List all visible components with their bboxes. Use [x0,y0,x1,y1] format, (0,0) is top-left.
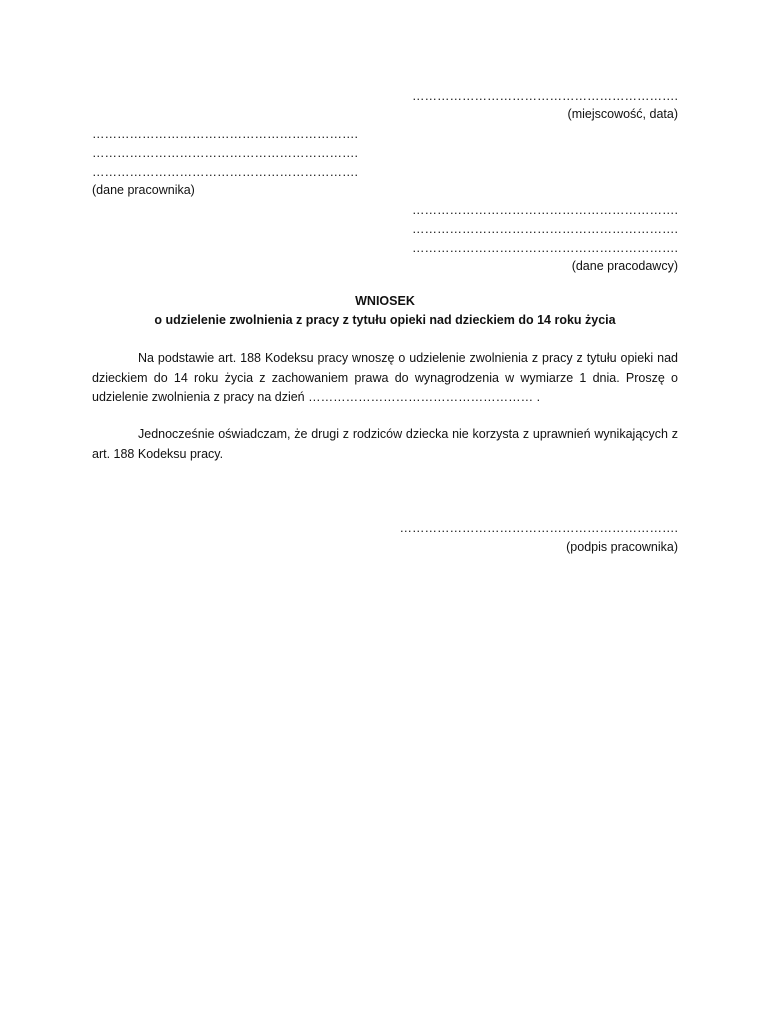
employer-line-3: ………………………………………………………. [412,241,678,255]
place-date-line: ………………………………………………………. [412,89,678,103]
employer-caption: (dane pracodawcy) [571,259,678,273]
declaration-paragraph: Jednocześnie oświadczam, że drugi z rodziców dziecka nie korzysta z uprawnień wynikających z art. 188 Kodeksu pracy. [92,427,678,461]
employee-line-2: ………………………………………………………. [92,146,358,160]
employee-caption: (dane pracownika) [92,183,195,197]
request-paragraph: Na podstawie art. 188 Kodeksu pracy wnoszę o udzielenie zwolnienia z pracy z tytułu opieki nad dzieckiem do 14 roku życia z zachowaniem prawa do wynagrodzenia w wymiarze 1 dnia. Proszę o udzielenie zwolnienia z pracy na dzień ……………………………………………… . [92,351,678,404]
employer-line-1: ………………………………………………………. [412,203,678,217]
document-subtitle: o udzielenie zwolnienia z pracy z tytułu opieki nad dzieckiem do 14 roku życia [154,313,616,327]
employer-line-2: ………………………………………………………. [412,222,678,236]
employee-line-1: ………………………………………………………. [92,127,358,141]
signature-caption: (podpis pracownika) [566,540,678,554]
document-title: WNIOSEK [355,294,415,308]
signature-line: …………………………………………………………. [399,521,678,535]
employee-line-3: ………………………………………………………. [92,165,358,179]
place-date-caption: (miejscowość, data) [567,107,678,121]
